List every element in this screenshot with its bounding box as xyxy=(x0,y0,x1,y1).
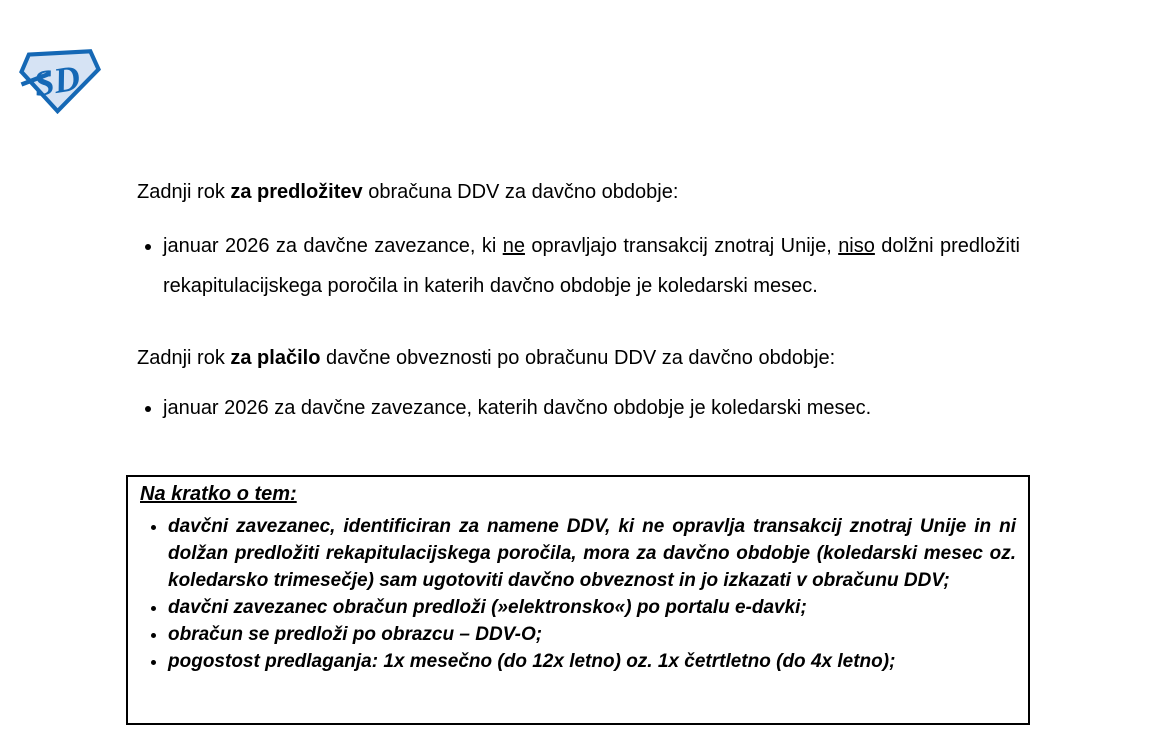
section1-bullet-item xyxy=(163,226,1020,306)
logo-letters: SD xyxy=(31,57,83,105)
section1-heading-pre: Zadnji rok xyxy=(137,181,231,203)
section1-heading-bold: za predložitev xyxy=(230,181,363,203)
section1-bullet-list xyxy=(137,226,1020,306)
document-body xyxy=(137,0,1020,725)
summary-box-title: Na kratko o tem: xyxy=(140,483,297,505)
section2-heading xyxy=(137,346,1020,370)
section2-heading-bold: za plačilo xyxy=(230,347,321,369)
section1-bullet-post: dolžni predložiti rekapitulacijskega poročila in katerih davčno obdobje je koledarski mesec. xyxy=(163,235,1020,297)
summary-bullet-item: • pogostost predlaganja: 1x mesečno (do 12x letno) oz. 1x četrtletno (do 4x letno); xyxy=(168,648,1016,675)
summary-bullet-item: • davčni zavezanec, identificiran za namene DDV, ki ne opravlja transakcij znotraj Unije in ni dolžan predložiti rekapitulacijskega poročila, mora za davčno obdobje (koledarski mesec oz. koledarsko trimesečje) sam ugotoviti davčno obveznost in jo izkazati v obračunu DDV; xyxy=(168,513,1016,594)
section1-heading-post: obračuna DDV za davčno obdobje: xyxy=(362,181,679,203)
section1-bullet-pre: januar 2026 za davčne zavezance, ki xyxy=(163,235,503,257)
section2-heading-pre: Zadnji rok xyxy=(137,347,231,369)
section2-bullet-list xyxy=(137,388,1020,428)
summary-bullet-list xyxy=(140,513,1016,675)
section1-underline-niso: niso xyxy=(838,235,875,257)
section1-bullet-mid: opravljajo transakcij znotraj Unije, xyxy=(524,235,839,257)
section2-heading-post: davčne obveznosti po obračunu DDV za davčno obdobje: xyxy=(320,347,836,369)
sd-logo xyxy=(19,46,101,114)
summary-bullet-item: • obračun se predloži po obrazcu – DDV-O; xyxy=(168,621,1016,648)
section1-heading xyxy=(137,180,1020,204)
section1-underline-ne: ne xyxy=(502,235,525,257)
summary-bullet-item: • davčni zavezanec obračun predloži (»elektronsko«) po portalu e-davki; xyxy=(168,594,1016,621)
summary-box xyxy=(126,475,1030,725)
section2-bullet-item: • januar 2026 za davčne zavezance, katerih davčno obdobje je koledarski mesec. xyxy=(163,388,1020,428)
